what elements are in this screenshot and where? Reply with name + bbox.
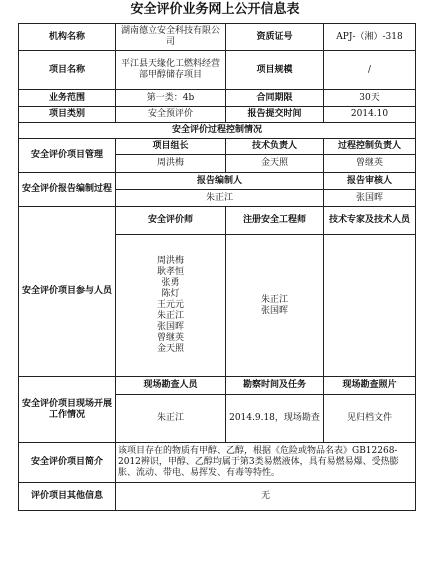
- summary-label: 安全评价项目简介: [19, 443, 116, 483]
- engineer-header: 注册安全工程师: [226, 207, 324, 235]
- evaluator-name: 周洪梅: [156, 256, 184, 266]
- evaluator-name: 王元元: [156, 300, 184, 310]
- time-header: 勘察时间及任务: [226, 377, 324, 395]
- ctrl-header: 过程控制负责人: [324, 139, 416, 155]
- reviewer-value: 张国晖: [324, 190, 416, 207]
- table-row: [19, 173, 416, 190]
- submit-value: 2014.10: [324, 107, 416, 123]
- evaluator-name: 曾继英: [156, 333, 184, 343]
- ctrl-value: 曾继英: [324, 155, 416, 173]
- photo-value: 见归档文件: [324, 395, 416, 443]
- cert-label: 资质证号: [226, 24, 324, 51]
- leader-value: 周洪梅: [116, 155, 226, 173]
- photo-header: 现场勘查照片: [324, 377, 416, 395]
- evaluator-name: 张勇: [161, 278, 180, 288]
- table-row: [19, 443, 416, 483]
- evaluator-name: 朱正江: [156, 311, 184, 321]
- project-label: 项目名称: [19, 51, 116, 90]
- report-label: 安全评价报告编制过程: [19, 173, 116, 207]
- evaluator-name: 陈灯: [161, 289, 180, 299]
- scope-label: 业务范围: [19, 90, 116, 107]
- staff-header: 现场勘查人员: [116, 377, 226, 395]
- other-label: 评价项目其他信息: [19, 483, 116, 511]
- table-row: [19, 123, 416, 139]
- other-value: 无: [116, 483, 416, 511]
- scope-value: 第一类：4b: [116, 90, 226, 107]
- participants-label: 安全评价项目参与人员: [19, 207, 116, 377]
- table-row: [19, 24, 416, 51]
- summary-value: 该项目存在的物质有甲醇、乙醇，根据《危险或物品名表》GB12268-2012辨识，甲醇、乙醇均属于第3类易燃液体，具有易燃易爆、受热膨胀、流动、带电、易挥发、有毒等特性。: [116, 443, 416, 483]
- evaluator-name: 耿孝恒: [156, 267, 184, 277]
- table-row: [19, 139, 416, 155]
- evaluator-header: 安全评价师: [116, 207, 226, 235]
- org-label: 机构名称: [19, 24, 116, 51]
- table-row: [19, 483, 416, 511]
- writer-value: 朱正江: [116, 190, 324, 207]
- table-row: [19, 207, 416, 235]
- page-title: 安全评价业务网上公开信息表: [130, 2, 300, 17]
- period-value: 30天: [324, 90, 416, 107]
- expert-list: [324, 235, 416, 377]
- tech-header: 技术负责人: [226, 139, 324, 155]
- table-row: [19, 107, 416, 123]
- leader-header: 项目组长: [116, 139, 226, 155]
- evaluator-list: [116, 235, 226, 377]
- survey-label: 安全评价项目现场开展工作情况: [19, 377, 116, 443]
- mgmt-label: 安全评价项目管理: [19, 139, 116, 173]
- table-row: [19, 51, 416, 90]
- submit-label: 报告提交时间: [226, 107, 324, 123]
- table-row: [19, 90, 416, 107]
- time-value: 2014.9.18，现场勘查: [226, 395, 324, 443]
- info-table: [18, 23, 416, 511]
- evaluator-name: 金天照: [156, 344, 184, 354]
- evaluator-name: 张国晖: [156, 322, 184, 332]
- type-label: 项目类别: [19, 107, 116, 123]
- engineer-name: 张国晖: [260, 305, 288, 316]
- expert-header: 技术专家及技术人员: [324, 207, 416, 235]
- type-value: 安全预评价: [116, 107, 226, 123]
- reviewer-header: 报告审核人: [324, 173, 416, 190]
- staff-value: 朱正江: [116, 395, 226, 443]
- writer-header: 报告编制人: [116, 173, 324, 190]
- scale-label: 项目规模: [226, 51, 324, 90]
- tech-value: 金天照: [226, 155, 324, 173]
- cert-value: APJ-（湘）-318: [324, 24, 416, 51]
- scale-value: /: [324, 51, 416, 90]
- table-row: [19, 377, 416, 395]
- project-value: 平江县天缘化工燃料经营部甲醇储存项目: [116, 51, 226, 90]
- engineer-list: [226, 235, 324, 377]
- org-value: 湖南德立安全科技有限公司: [116, 24, 226, 51]
- engineer-name: 朱正江: [260, 294, 288, 305]
- period-label: 合同期限: [226, 90, 324, 107]
- section-title: 安全评价过程控制情况: [19, 123, 416, 139]
